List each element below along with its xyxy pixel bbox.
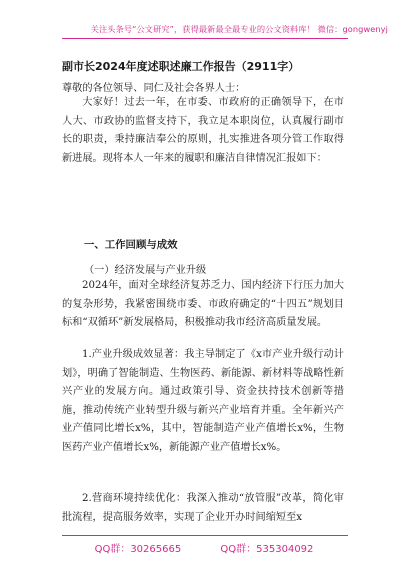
footer — [0, 540, 408, 555]
intro-text: 大家好！过去一年，在市委、市政府的正确领导下，在市人大、市政协的监督支持下，我立足本职岗位，认真履行副市长的职责，秉持廉洁奉公的原则，扎实推进各项分管工作取得新进展。现将本人一年来的履职和廉洁自律情况汇报如下： — [62, 97, 344, 164]
header-divider — [62, 38, 348, 39]
subsection-heading: （一）经济发展与产业升级 — [84, 265, 207, 276]
header-banner: 关注头条号“公文研究”，获得最新最全最专业的公文资料库！ 微信：gongwenyj — [90, 24, 388, 34]
document-title: 副市长2024年度述职述廉工作报告（2911字） — [62, 60, 300, 73]
footer-divider — [62, 535, 348, 536]
intro-paragraph — [62, 94, 344, 168]
industry-upgrade-paragraph — [62, 346, 344, 458]
industry-upgrade-text: 1.产业升级成效显著：我主导制定了《x市产业升级行动计划》，明确了智能制造、生物医药、新能源、新材料等战略性新兴产业的发展方向。通过政策引导、资金扶持技术创新等措施，推动传统产业转型升级与新兴产业培育并重。全年新兴产业产值同比增长x%，其中，智能制造产业产值增长x%，生物医药产业产值增长x%，新能源产业产值增长x%。 — [62, 349, 344, 453]
footer-qq-group-1: QQ群：30265665 — [94, 544, 182, 555]
business-environment-paragraph — [62, 490, 344, 527]
footer-qq-group-2: QQ群：535304092 — [220, 544, 314, 555]
business-environment-text: 2.营商环境持续优化：我深入推动“放管服”改革，简化审批流程，提高服务效率，实现了企业开办时间缩短至x — [62, 493, 344, 523]
greeting-line: 尊敬的各位领导、同仁及社会各界人士： — [62, 83, 246, 94]
section-heading: 一、工作回顾与成效 — [84, 239, 178, 251]
economy-paragraph — [62, 277, 344, 333]
economy-text: 2024年，面对全球经济复苏乏力、国内经济下行压力加大的复杂形势，我紧密围绕市委、市政府确定的“十四五”规划目标和“双循环”新发展格局，积极推动我市经济高质量发展。 — [62, 280, 344, 329]
